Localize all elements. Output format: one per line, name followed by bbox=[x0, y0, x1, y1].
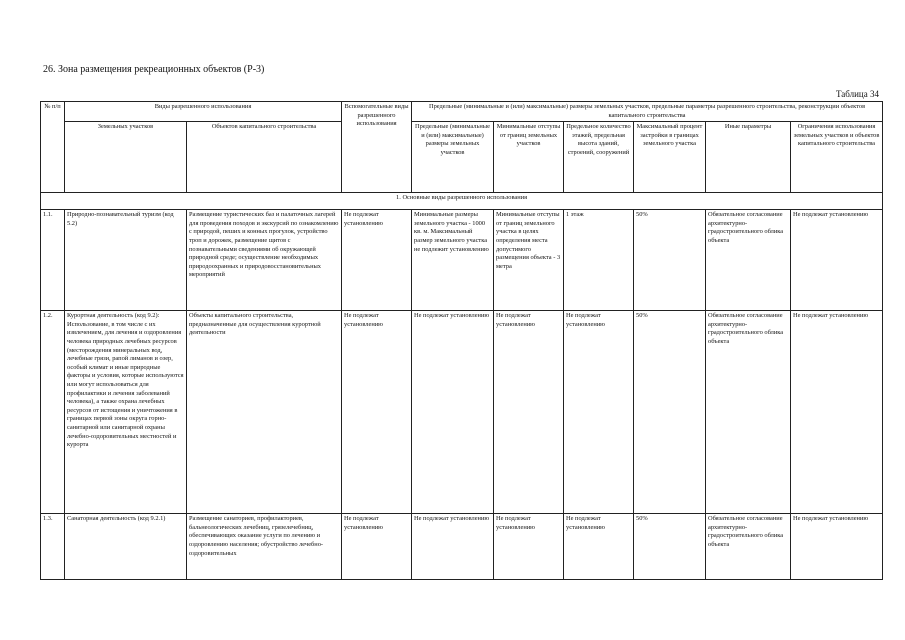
section-row bbox=[41, 193, 883, 210]
row-aux-uses: Не подлежат установлению bbox=[342, 514, 412, 580]
table-row bbox=[41, 210, 883, 311]
row-aux-uses: Не подлежат установлению bbox=[342, 311, 412, 514]
row-other: Обязательное согласование архитектурно-градостроительного облика объекта bbox=[706, 514, 791, 580]
row-land-use: Курортная деятельность (код 9.2): Использование, в том числе с их извлечением, для лечения и оздоровления человека природных лечебных ресурсов (месторождения минеральных вод, лечебные грязи, рапой лиманов и озер, особый климат и иные природные факторы и условия, которые используются или могут использоваться для профилактики и лечения заболеваний человека), а также охрана лечебных ресурсов от истощения и уничтожения в границах первой зоны округа горно-санитарной или санитарной охраны лечебно-оздоровительных местностей и курорта bbox=[65, 311, 187, 514]
table-number: Таблица 34 bbox=[836, 89, 879, 99]
header-floors: Предельное количество этажей, предельная высота зданий, строений, сооружений bbox=[564, 122, 634, 193]
header-row-2 bbox=[41, 122, 883, 193]
row-num: 1.3. bbox=[41, 514, 65, 580]
section-title: 1. Основные виды разрешенного использования bbox=[41, 193, 883, 210]
row-floors: Не подлежат установлению bbox=[564, 311, 634, 514]
row-floors: 1 этаж bbox=[564, 210, 634, 311]
row-restrictions: Не подлежат установлению bbox=[791, 311, 883, 514]
row-other: Обязательное согласование архитектурно-градостроительного облика объекта bbox=[706, 311, 791, 514]
row-coverage: 50% bbox=[634, 311, 706, 514]
row-num: 1.2. bbox=[41, 311, 65, 514]
row-setback: Минимальные отступы от границ земельного участка в целях определения места допустимого размещения объекта - 3 метра bbox=[494, 210, 564, 311]
row-floors: Не подлежат установлению bbox=[564, 514, 634, 580]
row-restrictions: Не подлежат установлению bbox=[791, 514, 883, 580]
header-row-1 bbox=[41, 102, 883, 122]
row-coverage: 50% bbox=[634, 210, 706, 311]
section-heading: 26. Зона размещения рекреационных объектов (Р-3) bbox=[43, 64, 265, 75]
header-restrictions: Ограничения использования земельных участков и объектов капитального строительства bbox=[791, 122, 883, 193]
header-num: № п/п bbox=[41, 102, 65, 193]
header-aux-uses: Вспомогательные виды разрешенного использования bbox=[342, 102, 412, 193]
table-row bbox=[41, 311, 883, 514]
row-size: Не подлежат установлению bbox=[412, 311, 494, 514]
header-land: Земельных участков bbox=[65, 122, 187, 193]
row-land-use: Санаторная деятельность (код 9.2.1) bbox=[65, 514, 187, 580]
row-other: Обязательное согласование архитектурно-градостроительного облика объекта bbox=[706, 210, 791, 311]
row-size: Минимальные размеры земельного участка - 1000 кв. м. Максимальный размер земельного участка не подлежит установлению bbox=[412, 210, 494, 311]
header-coverage: Максимальный процент застройки в границах земельного участка bbox=[634, 122, 706, 193]
row-size: Не подлежат установлению bbox=[412, 514, 494, 580]
header-size: Предельные (минимальные и (или) максимальные) размеры земельных участков bbox=[412, 122, 494, 193]
row-capital-use: Размещение санаториев, профилакториев, бальнеологических лечебниц, грязелечебниц, обеспечивающих оказание услуги по лечению и оздоровлению населения; обустройство лечебно-оздоровительных bbox=[187, 514, 342, 580]
row-capital-use: Размещение туристических баз и палаточных лагерей для проведения походов и экскурсий по ознакомлению с природой, пеших и конных прогулок, устройство троп и дорожек, размещение щитов с познавательными сведениями об окружающей природной среде; осуществление необходимых природоохранных и природовосстановительных мероприятий bbox=[187, 210, 342, 311]
row-land-use: Природно-познавательный туризм (код 5.2) bbox=[65, 210, 187, 311]
header-other: Иные параметры bbox=[706, 122, 791, 193]
table-row bbox=[41, 514, 883, 580]
header-setback: Минимальные отступы от границ земельных участков bbox=[494, 122, 564, 193]
row-coverage: 50% bbox=[634, 514, 706, 580]
row-num: 1.1. bbox=[41, 210, 65, 311]
header-uses-group: Виды разрешенного использования bbox=[65, 102, 342, 122]
zone-regulations-table bbox=[40, 101, 883, 580]
header-limits-group: Предельные (минимальные и (или) максимальные) размеры земельных участков, предельные параметры разрешенного строительства, реконструкции объектов капитального строительства bbox=[412, 102, 883, 122]
row-setback: Не подлежат установлению bbox=[494, 311, 564, 514]
row-capital-use: Объекты капитального строительства, предназначенные для осуществления курортной деятельности bbox=[187, 311, 342, 514]
row-aux-uses: Не подлежат установлению bbox=[342, 210, 412, 311]
row-setback: Не подлежат установлению bbox=[494, 514, 564, 580]
row-restrictions: Не подлежат установлению bbox=[791, 210, 883, 311]
header-capital: Объектов капитального строительства bbox=[187, 122, 342, 193]
